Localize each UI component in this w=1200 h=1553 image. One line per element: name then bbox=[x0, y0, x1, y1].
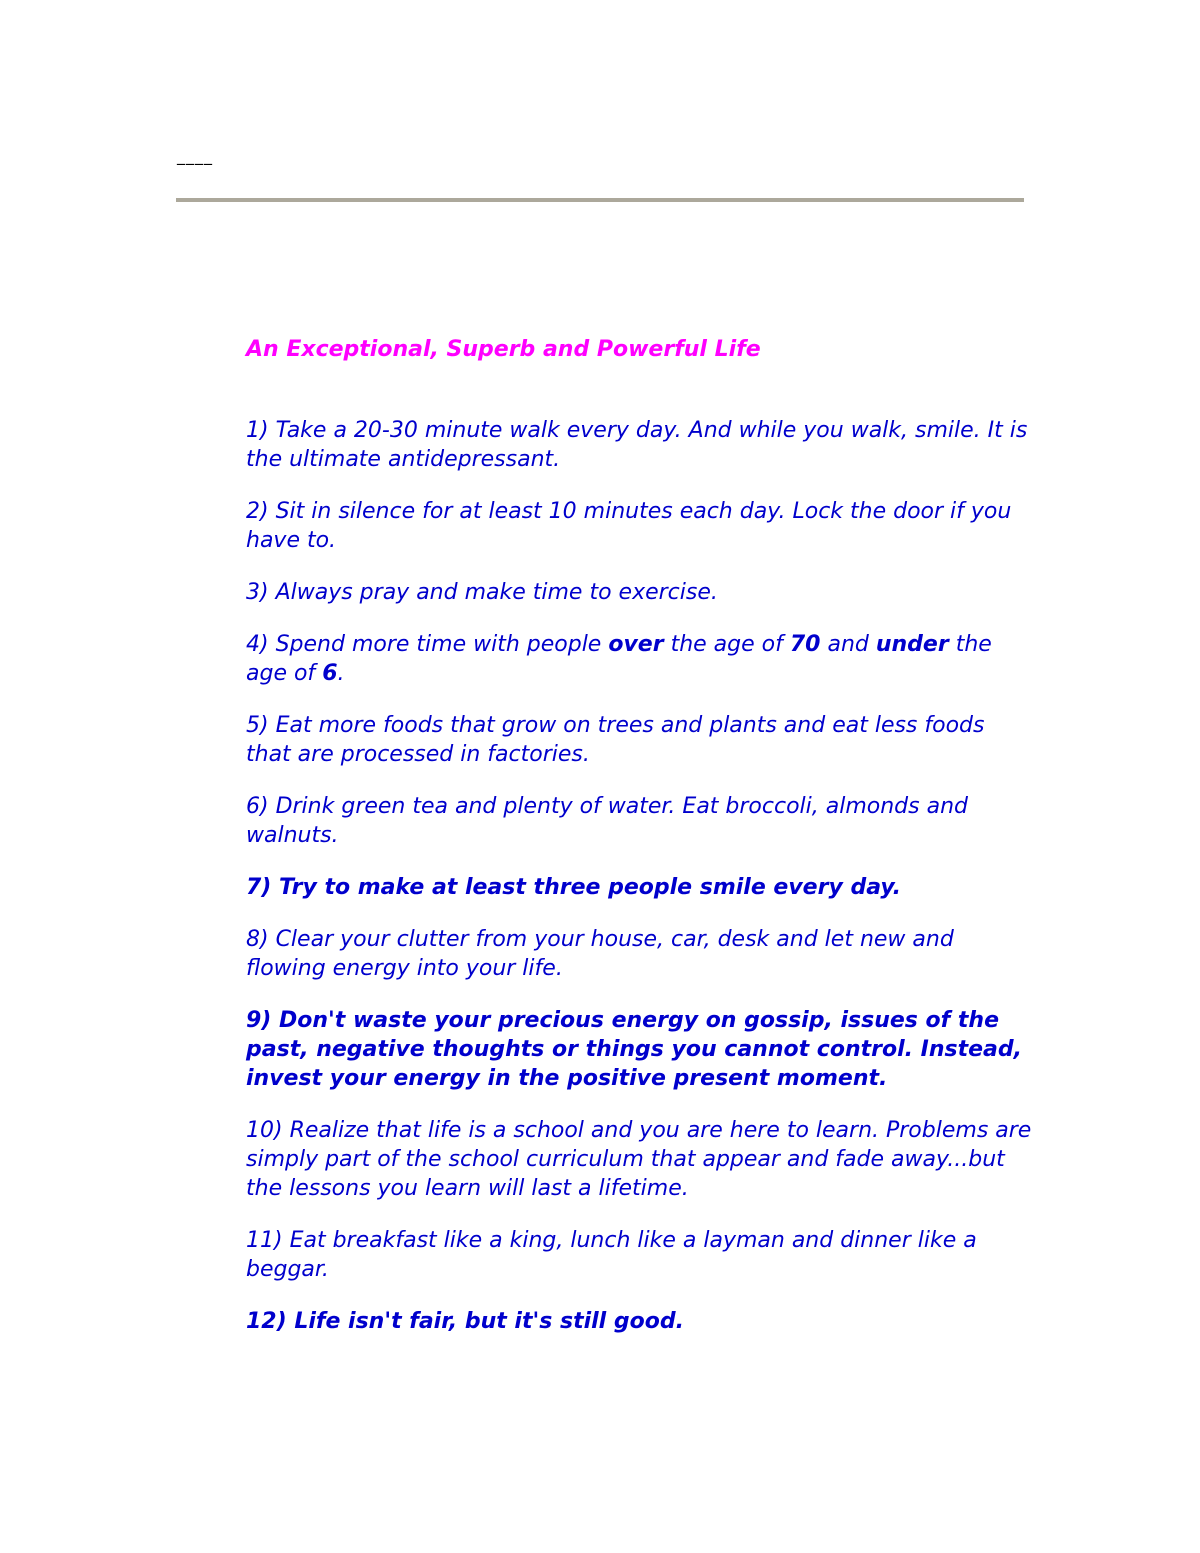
list-item: 10) Realize that life is a school and you are here to learn. Problems are simply part of the school curriculum that appear and fade away...but the lessons you learn will last a lifetime. bbox=[246, 1118, 1032, 1201]
emphasis-text: under bbox=[875, 632, 949, 657]
list-item: 11) Eat breakfast like a king, lunch like a layman and dinner like a beggar. bbox=[246, 1228, 977, 1282]
item-text: the age of bbox=[246, 632, 992, 686]
emphasis-text: over bbox=[608, 632, 664, 657]
emphasis-text: 70 bbox=[789, 632, 821, 657]
item-text: 4) Spend more time with people bbox=[246, 632, 609, 657]
list-item: 7) Try to make at least three people smile every day. bbox=[246, 875, 902, 900]
list-item: 2) Sit in silence for at least 10 minutes each day. Lock the door if you have to. bbox=[246, 499, 1012, 553]
document-body bbox=[246, 336, 1036, 1359]
item-text: the age of bbox=[663, 632, 790, 657]
list-item: 8) Clear your clutter from your house, car, desk and let new and flowing energy into your life. bbox=[246, 927, 954, 981]
horizontal-rule bbox=[176, 198, 1024, 202]
list-item: 12) Life isn't fair, but it's still good. bbox=[246, 1309, 684, 1334]
item-text: . bbox=[337, 661, 345, 686]
item-text: and bbox=[820, 632, 876, 657]
emphasis-text: 6 bbox=[322, 661, 338, 686]
list-item: 1) Take a 20-30 minute walk every day. And while you walk, smile. It is the ultimate antidepressant. bbox=[246, 418, 1028, 472]
list-item: 3) Always pray and make time to exercise. bbox=[246, 580, 718, 605]
list-item: 5) Eat more foods that grow on trees and plants and eat less foods that are processed in factories. bbox=[246, 713, 985, 767]
advice-list bbox=[246, 416, 1036, 1336]
list-item bbox=[246, 630, 1036, 688]
header-mark: ____ bbox=[177, 146, 213, 165]
document-title: An Exceptional, Superb and Powerful Life bbox=[246, 337, 761, 362]
list-item: 9) Don't waste your precious energy on gossip, issues of the past, negative thoughts or things you cannot control. Instead, invest your energy in the positive present moment. bbox=[246, 1008, 1022, 1091]
list-item: 6) Drink green tea and plenty of water. Eat broccoli, almonds and walnuts. bbox=[246, 794, 968, 848]
